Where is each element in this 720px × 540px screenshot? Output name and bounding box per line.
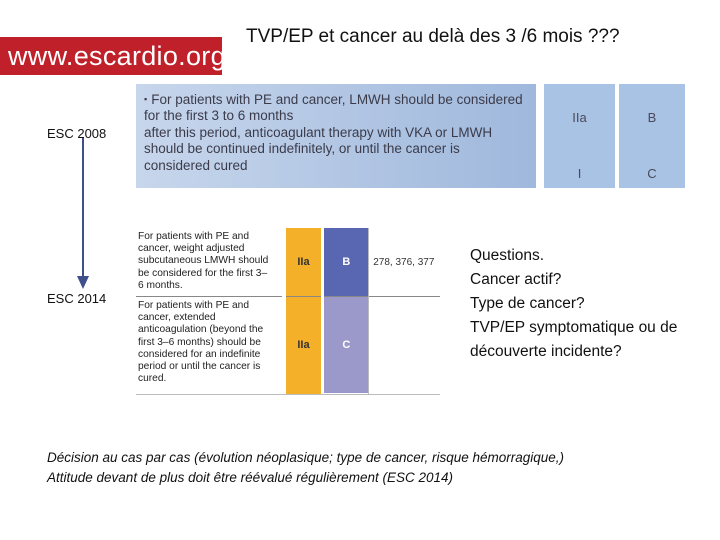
bullet-icon: ▪ bbox=[144, 94, 148, 104]
table-row bbox=[136, 297, 282, 393]
esc-2008-recommendation-table bbox=[136, 84, 689, 188]
text-line: cured. bbox=[138, 373, 167, 385]
text-line: after this period, anticoagulant therapy with VKA or LMWH bbox=[144, 124, 493, 140]
level-cell: B bbox=[324, 228, 368, 297]
question-item: Cancer actif? bbox=[470, 271, 562, 288]
note-line: Décision au cas par cas (évolution néoplasique; type de cancer, risque hémorragique,) bbox=[47, 450, 565, 465]
note-line: Attitude devant de plus doit être réévalué régulièrement (ESC 2014) bbox=[47, 470, 453, 485]
text-line: ▪ For patients with PE and cancer, LMWH should be considered bbox=[144, 92, 523, 107]
esc-2008-class-column bbox=[540, 84, 615, 188]
esc-2014-refs-column bbox=[368, 228, 440, 394]
text-line: cancer, weight adjusted bbox=[138, 243, 245, 255]
text-line: should be continued indefinitely, or until the cancer is bbox=[144, 141, 460, 157]
esc-2014-class-column bbox=[286, 228, 322, 394]
text-line: For patients with PE and bbox=[138, 300, 249, 311]
timeline-arrow-icon bbox=[76, 138, 90, 290]
refs-cell bbox=[369, 297, 440, 393]
text-line: 6 months. bbox=[138, 279, 183, 291]
class-cell: IIa bbox=[297, 339, 310, 351]
refs-cell: 278, 376, 377 bbox=[369, 228, 440, 297]
question-item: Type de cancer? bbox=[470, 295, 585, 312]
text-line: considered cured bbox=[144, 157, 248, 173]
text-line: cancer, extended bbox=[138, 312, 216, 324]
text-line: anticoagulation (beyond the bbox=[138, 324, 264, 336]
esc-2014-recommendation-table bbox=[136, 228, 440, 395]
question-heading: Questions. bbox=[470, 247, 545, 264]
level-cell: C bbox=[324, 297, 368, 393]
slide-title: TVP/EP et cancer au delà des 3 /6 mois ??? bbox=[246, 26, 620, 47]
class-bottom: I bbox=[577, 166, 582, 181]
level-top: B bbox=[647, 110, 657, 125]
text-line: be considered for the first 3– bbox=[138, 267, 268, 279]
level-bottom: C bbox=[647, 166, 657, 181]
question-item: TVP/EP symptomatique ou de bbox=[470, 319, 678, 336]
class-top: IIa bbox=[572, 110, 587, 125]
questions-list bbox=[470, 244, 677, 364]
question-item: découverte incidente? bbox=[470, 343, 622, 360]
text-line: subcutaneous LMWH should bbox=[138, 255, 269, 267]
text-line: For patients with PE and bbox=[138, 231, 249, 242]
text-line: period or until the cancer is bbox=[138, 361, 261, 373]
esc-2008-label: ESC 2008 bbox=[47, 126, 107, 141]
table-row bbox=[136, 228, 282, 297]
esc-2014-label: ESC 2014 bbox=[47, 291, 107, 306]
esc-2014-text-column bbox=[136, 228, 282, 394]
text-line: first 3–6 months) should be bbox=[138, 336, 261, 348]
text-line: for the first 3 to 6 months bbox=[144, 108, 294, 124]
class-cell: IIa bbox=[286, 228, 322, 297]
escardio-logo: www.escardio.org bbox=[0, 37, 222, 75]
conclusion-notes bbox=[47, 448, 564, 488]
esc-2008-level-column bbox=[615, 84, 685, 188]
esc-2008-recommendation-text bbox=[136, 84, 536, 188]
esc-2014-level-column bbox=[324, 228, 368, 394]
text-line: considered for an indefinite bbox=[138, 348, 261, 360]
